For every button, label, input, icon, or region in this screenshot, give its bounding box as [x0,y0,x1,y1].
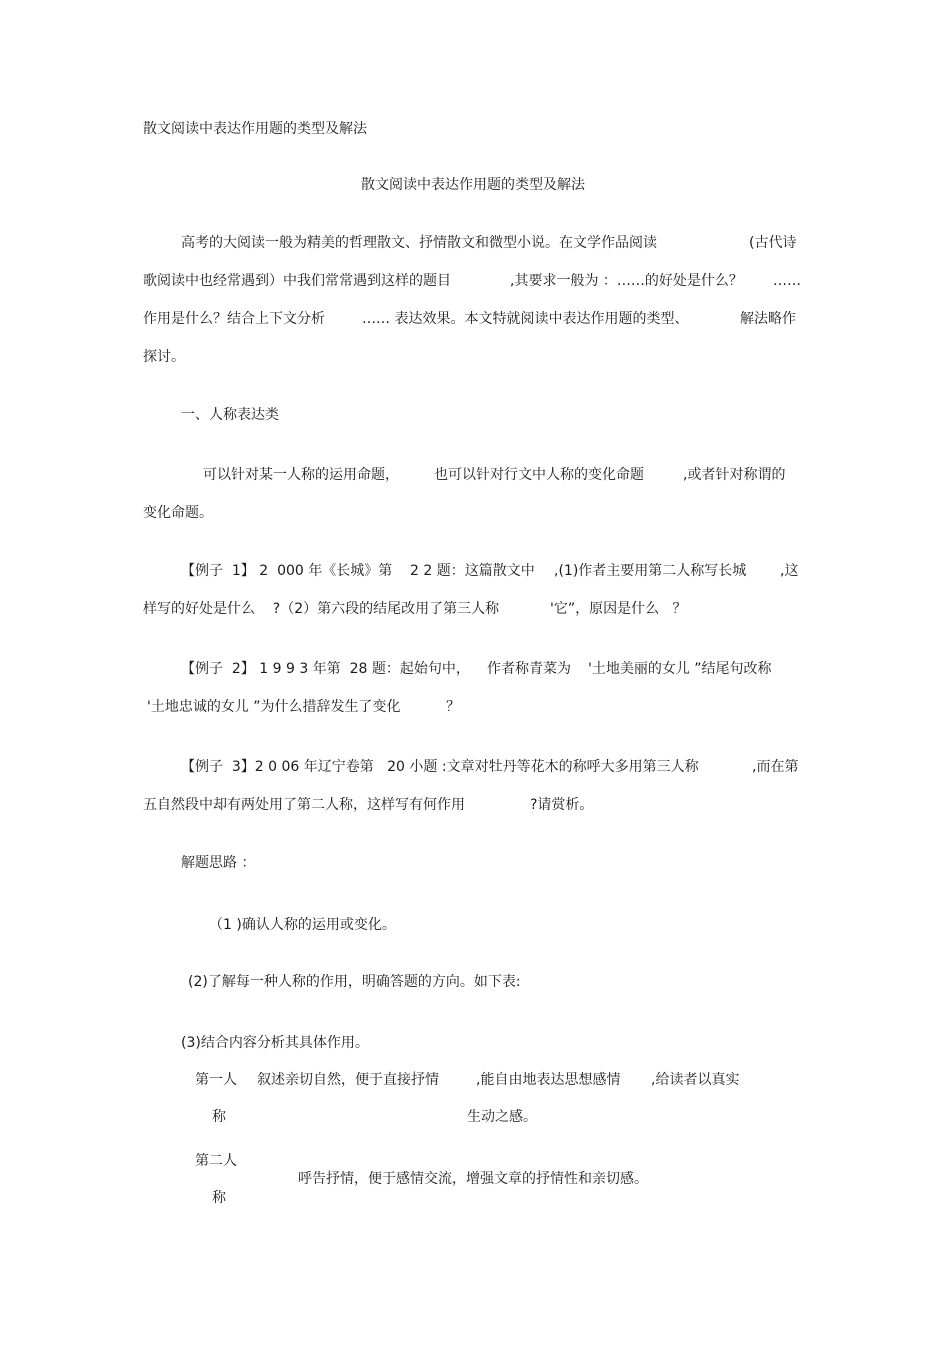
step-1: （1 )确认人称的运用或变化。 [209,917,396,933]
table-cell-label: 称 [212,1109,226,1125]
header-title: 散文阅读中表达作用题的类型及解法 [143,121,367,137]
example-line: '它”，原因是什么 ？ [550,601,687,617]
example-line: ？ [446,699,460,715]
example-line: '土地美丽的女儿 ”结尾句改称 [588,661,772,677]
section-heading: 一、人称表达类 [181,407,279,423]
paragraph-line: 可以针对某一人称的运用命题， [203,467,399,483]
paragraph-line: 也可以针对行文中人称的变化命题 [434,467,644,483]
table-cell-desc: ,给读者以真实 [651,1072,740,1088]
step-3: (3)结合内容分析其具体作用。 [181,1035,369,1051]
example-line: 【例子 3】2 0 06 年辽宁卷第 20 小题 :文章对牡丹等花木的称呼大多用第三人称 [181,759,699,775]
paragraph-line: 变化命题。 [143,505,213,521]
paragraph-line: ,或者针对称谓的 [683,467,786,483]
example-line: ,这 [780,563,799,579]
example-line: 作者称青菜为 [487,661,571,677]
table-cell-label: 称 [212,1190,226,1206]
table-cell-desc: 呼告抒情，便于感情交流，增强文章的抒情性和亲切感。 [298,1171,648,1187]
example-line: ,而在第 [752,759,799,775]
table-cell-desc: ,能自由地表达思想感情 [476,1072,621,1088]
intro-line: 作用是什么？结合上下文分析 [143,311,325,327]
table-cell-label: 第二人 [195,1153,237,1169]
intro-line: ,其要求一般为 ：……的好处是什么？ [510,273,743,289]
table-cell-desc: 叙述亲切自然，便于直接抒情 [257,1072,439,1088]
intro-line: 歌阅读中也经常遇到）中我们常常遇到这样的题目 [143,273,451,289]
example-line: '土地忠诚的女儿 ”为什么措辞发生了变化 [147,699,401,715]
example-line: ,(1)作者主要用第二人称写长城 [554,563,747,579]
intro-line: …… [773,273,801,289]
intro-line: 高考的大阅读一般为精美的哲理散文、抒情散文和微型小说。在文学作品阅读 [181,235,657,251]
example-line: 【例子 1】 2 000 年《长城》第 2 2 题：这篇散文中 [181,563,535,579]
example-line: ?请赏析。 [530,797,594,813]
approach-heading: 解题思路 ： [181,855,256,871]
step-2: (2)了解每一种人称的作用，明确答题的方向。如下表: [188,974,521,990]
table-cell-label: 第一人 [195,1072,237,1088]
example-line: 【例子 2】 1 9 9 3 年第 28 题：起始句中， [181,661,470,677]
intro-line: 解法略作 [740,311,796,327]
example-line: 五自然段中却有两处用了第二人称，这样写有何作用 [143,797,465,813]
page-title: 散文阅读中表达作用题的类型及解法 [361,177,585,193]
example-line: 样写的好处是什么 ?（2）第六段的结尾改用了第三人称 [143,601,500,617]
table-cell-desc: 生动之感。 [467,1109,537,1125]
intro-line: (古代诗 [749,235,797,251]
intro-line: 探讨。 [143,349,185,365]
intro-line: …… 表达效果。本文特就阅读中表达作用题的类型、 [362,311,689,327]
